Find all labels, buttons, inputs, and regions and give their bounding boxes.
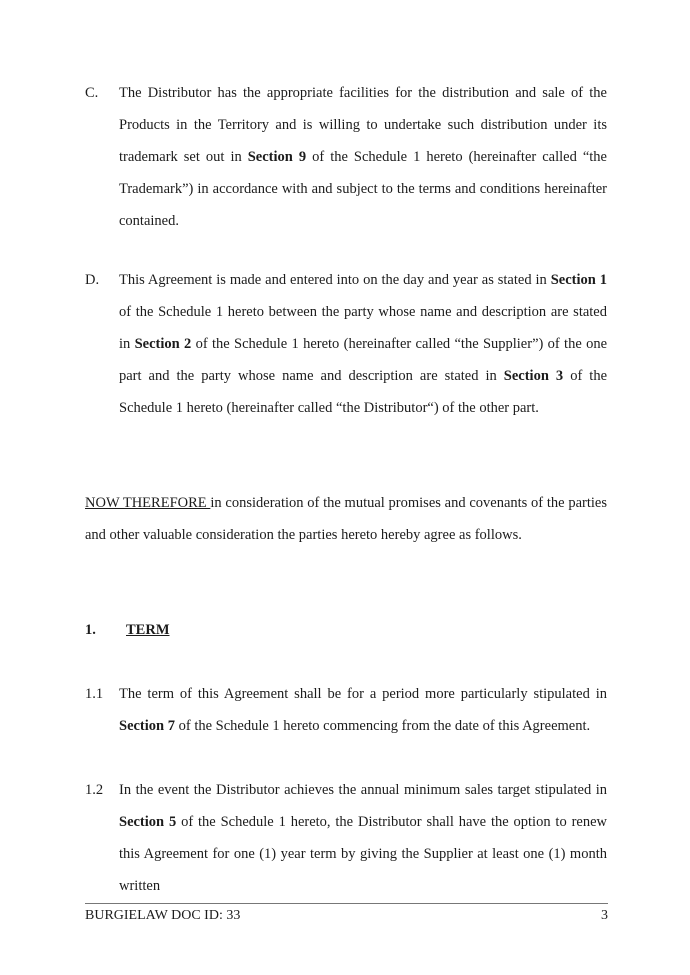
clause-1-2-text: In the event the Distributor achieves the annual minimum sales target stipulated in Section 5 of the Schedule 1 hereto, the Distributor shall have the option to renew this Agreement for one (1) year term by giving the Supplier at least one (1) month written <box>119 782 607 894</box>
recital-c-text: The Distributor has the appropriate facilities for the distribution and sale of the Products in the Territory and is willing to undertake such distribution under its trademark set out in Section 9 of the Schedule 1 hereto (hereinafter called “the Trademark”) in accordance with and subject to the terms and conditions hereinafter contained. <box>119 85 607 229</box>
clause-1-1-text: The term of this Agreement shall be for a period more particularly stipulated in Section 7 of the Schedule 1 hereto commencing from the date of this Agreement. <box>119 686 607 734</box>
clause-1-2-label: 1.2 <box>85 782 104 798</box>
now-therefore-text: NOW THEREFORE in consideration of the mutual promises and covenants of the parties and other valuable consideration the parties hereto hereby agree as follows. <box>85 495 607 543</box>
clause-1-1-label: 1.1 <box>85 686 104 702</box>
recital-c-label: C. <box>85 85 99 101</box>
recital-d <box>85 264 607 424</box>
recital-d-text: This Agreement is made and entered into on the day and year as stated in Section 1 of the Schedule 1 hereto between the party whose name and description are stated in Section 2 of the Schedule 1 hereto (hereinafter called “the Supplier”) of the one part and the party whose name and description are stated in Section 3 of the Schedule 1 hereto (hereinafter called “the Distributor“) of the other part. <box>119 272 608 416</box>
page-number: 3 <box>601 908 608 923</box>
clause-1-2 <box>85 774 607 902</box>
section-1-heading <box>85 614 607 646</box>
page-footer <box>85 903 608 925</box>
now-therefore-clause <box>85 487 607 551</box>
recital-c <box>85 77 607 237</box>
clause-1-1 <box>85 678 607 742</box>
document-content <box>85 0 607 902</box>
section-1-heading-title: TERM <box>126 622 170 638</box>
section-1-heading-number: 1. <box>85 622 96 638</box>
doc-id-text: BURGIELAW DOC ID: 33 <box>85 908 241 923</box>
recital-d-label: D. <box>85 272 100 288</box>
